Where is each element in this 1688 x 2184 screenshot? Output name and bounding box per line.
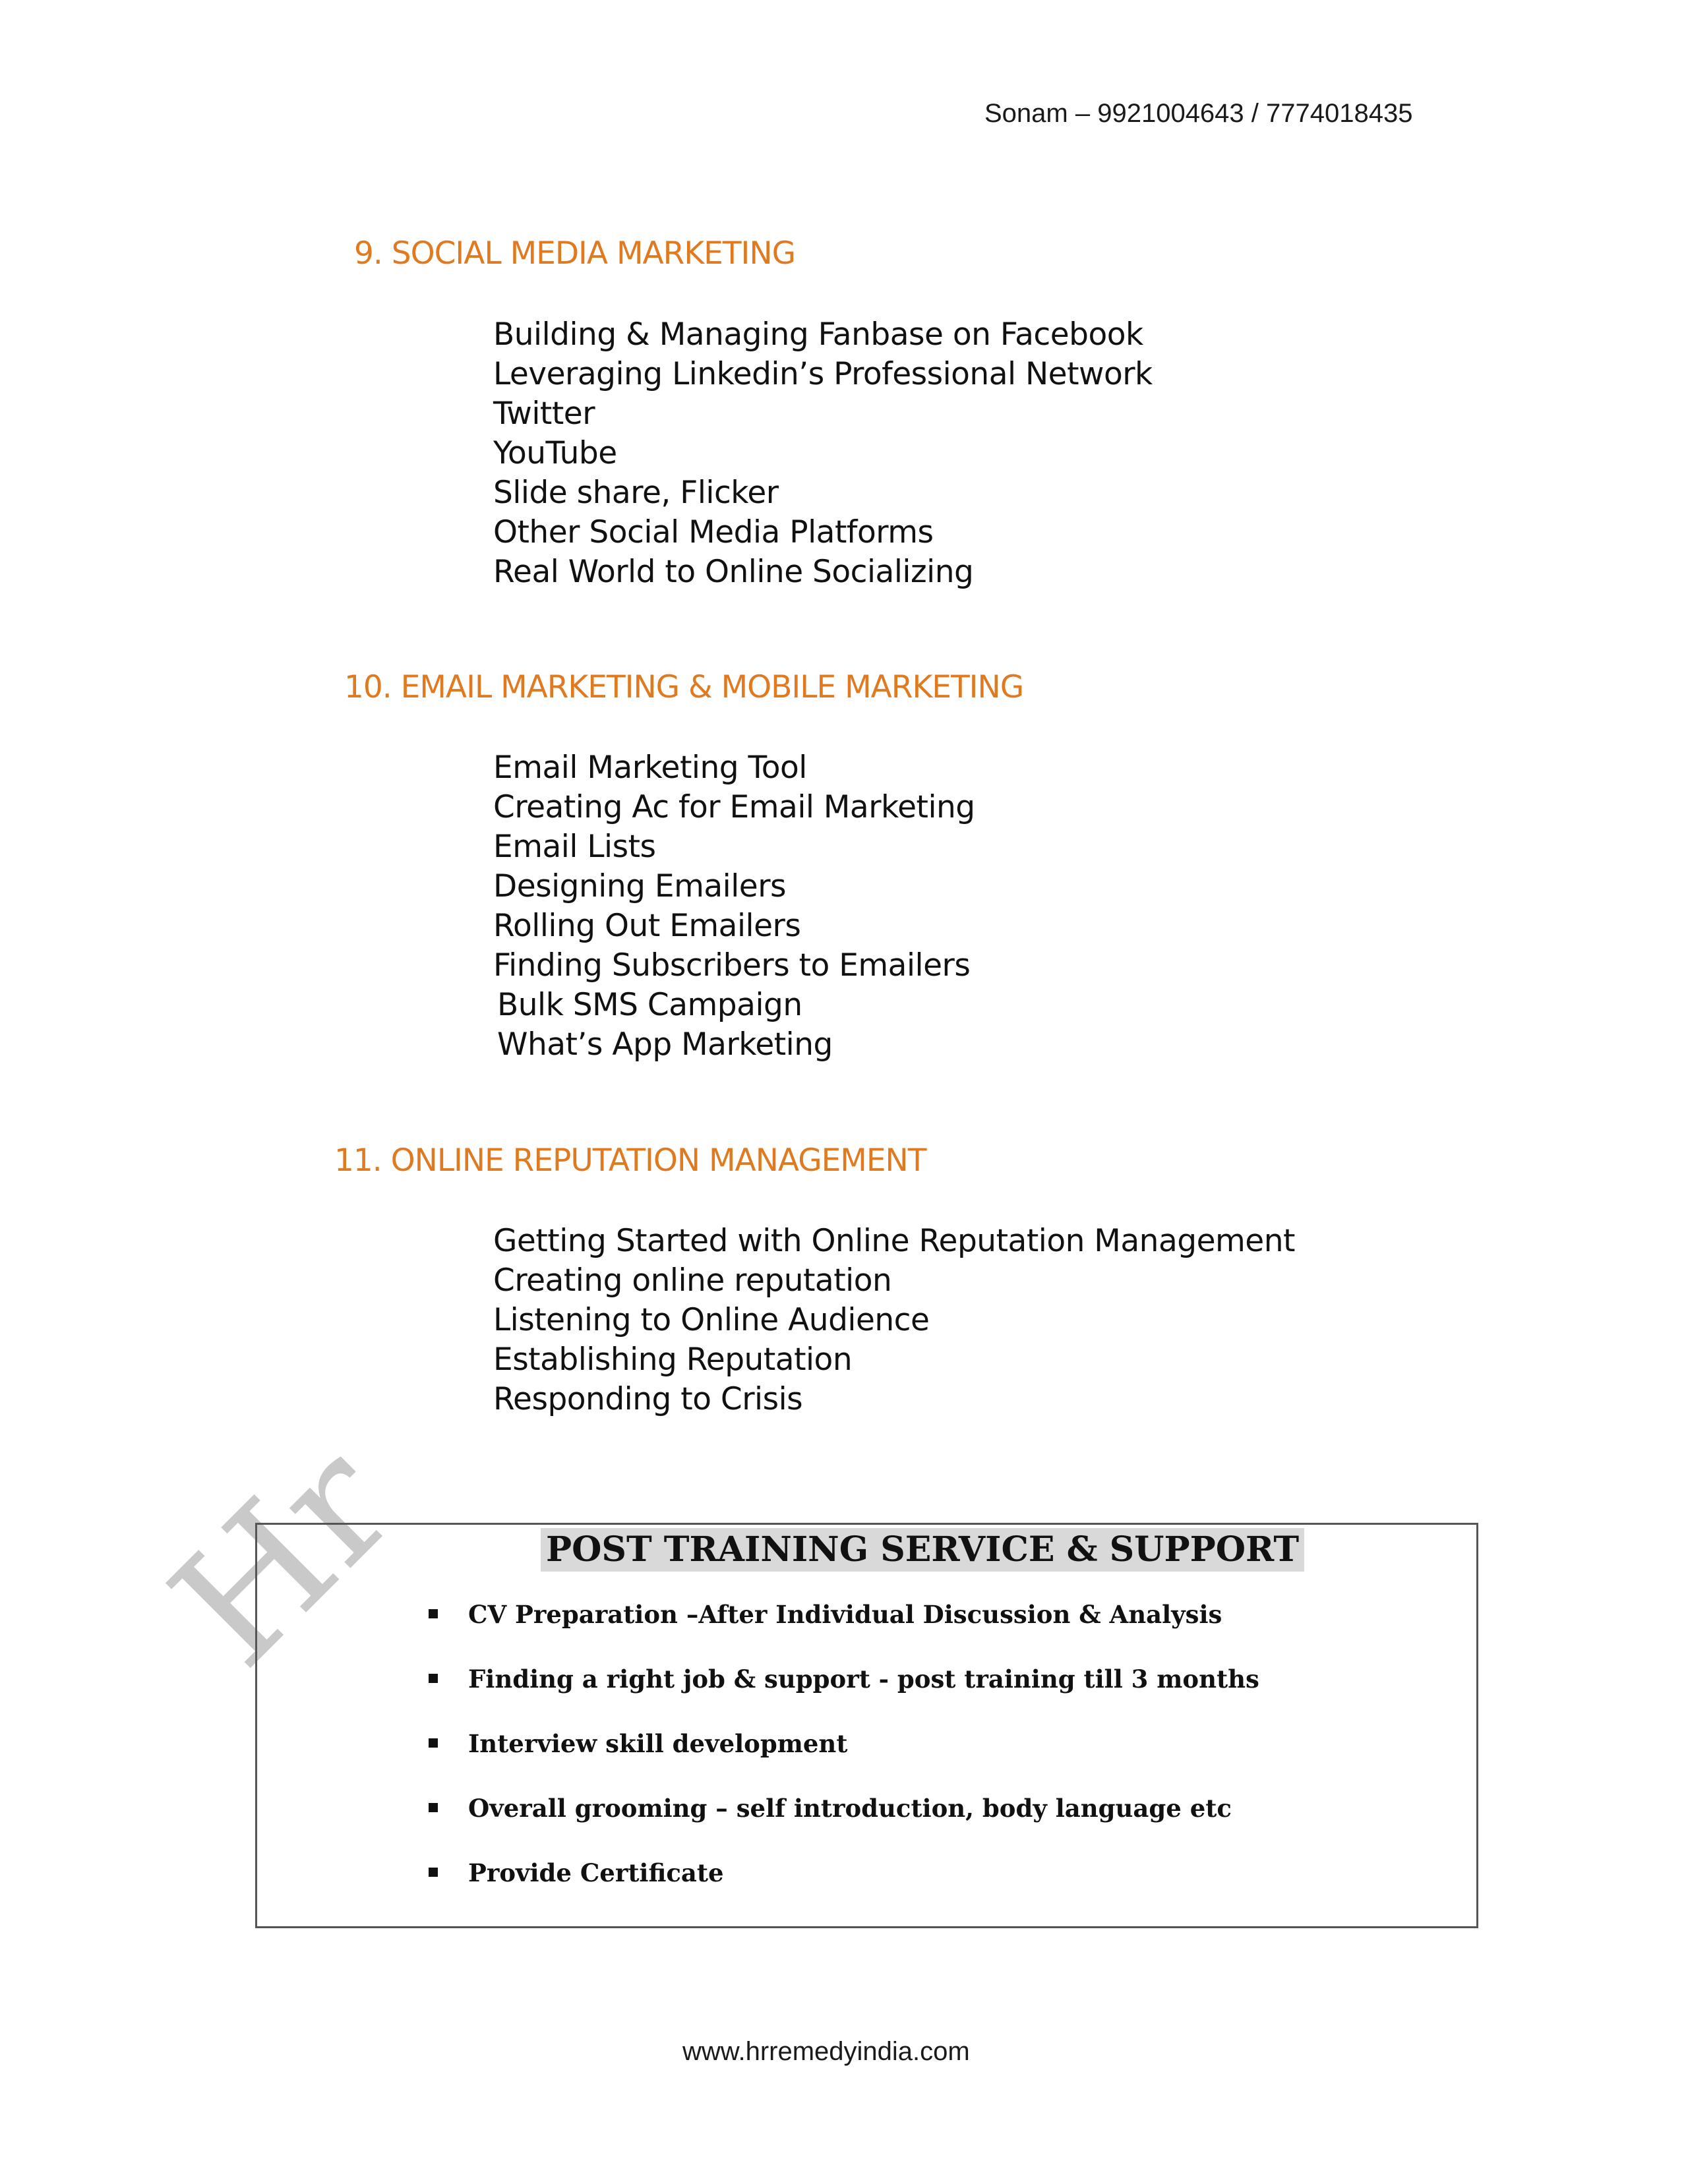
section-title-email-mobile: 10. EMAIL MARKETING & MOBILE MARKETING: [344, 669, 1024, 705]
support-item: [429, 1595, 1259, 1660]
square-bullet-icon: [429, 1868, 438, 1877]
support-list: [429, 1595, 1259, 1918]
list-item: Real World to Online Socializing: [493, 554, 974, 590]
list-item: Slide share, Flicker: [493, 475, 779, 511]
watermark-text: Hr: [135, 1409, 429, 1702]
support-item-label: CV Preparation –After Individual Discussion & Analysis: [468, 1600, 1222, 1629]
list-item: Listening to Online Audience: [493, 1302, 930, 1338]
support-item-label: Overall grooming – self introduction, body language etc: [468, 1794, 1232, 1823]
square-bullet-icon: [429, 1738, 438, 1748]
support-item: [429, 1660, 1259, 1725]
list-item: Bulk SMS Campaign: [497, 987, 802, 1023]
section-list-social-media: [493, 315, 1153, 592]
list-item: Finding Subscribers to Emailers: [493, 947, 971, 984]
square-bullet-icon: [429, 1803, 438, 1812]
section-list-email-mobile: [493, 748, 975, 1065]
list-item: Other Social Media Platforms: [493, 514, 934, 550]
list-item: Leveraging Linkedin’s Professional Network: [493, 356, 1153, 392]
list-item: Building & Managing Fanbase on Facebook: [493, 316, 1143, 353]
section-title-online-reputation: 11. ONLINE REPUTATION MANAGEMENT: [334, 1142, 926, 1179]
list-item: Twitter: [493, 396, 595, 432]
square-bullet-icon: [429, 1674, 438, 1683]
list-item: Rolling Out Emailers: [493, 908, 801, 944]
square-bullet-icon: [429, 1609, 438, 1618]
support-item: [429, 1789, 1259, 1854]
support-item-label: Interview skill development: [468, 1729, 848, 1758]
footer-url[interactable]: www.hrremedyindia.com: [682, 2037, 970, 2066]
list-item: YouTube: [493, 435, 617, 471]
support-item: [429, 1725, 1259, 1789]
list-item: Establishing Reputation: [493, 1342, 853, 1378]
list-item: Email Lists: [493, 829, 656, 865]
list-item: Email Marketing Tool: [493, 750, 807, 786]
list-item: Responding to Crisis: [493, 1381, 803, 1417]
list-item: Creating online reputation: [493, 1262, 892, 1299]
list-item: What’s App Marketing: [497, 1026, 833, 1063]
list-item: Designing Emailers: [493, 868, 787, 904]
support-item-label: Provide Certificate: [468, 1858, 724, 1887]
support-item-label: Finding a right job & support - post training till 3 months: [468, 1665, 1259, 1694]
section-list-online-reputation: [493, 1222, 1295, 1419]
list-item: Getting Started with Online Reputation Management: [493, 1223, 1295, 1259]
section-title-social-media: 9. SOCIAL MEDIA MARKETING: [354, 235, 795, 272]
support-item: [429, 1854, 1259, 1918]
support-title: POST TRAINING SERVICE & SUPPORT: [541, 1528, 1304, 1572]
header-contact: Sonam – 9921004643 / 7774018435: [984, 99, 1413, 128]
list-item: Creating Ac for Email Marketing: [493, 789, 975, 825]
